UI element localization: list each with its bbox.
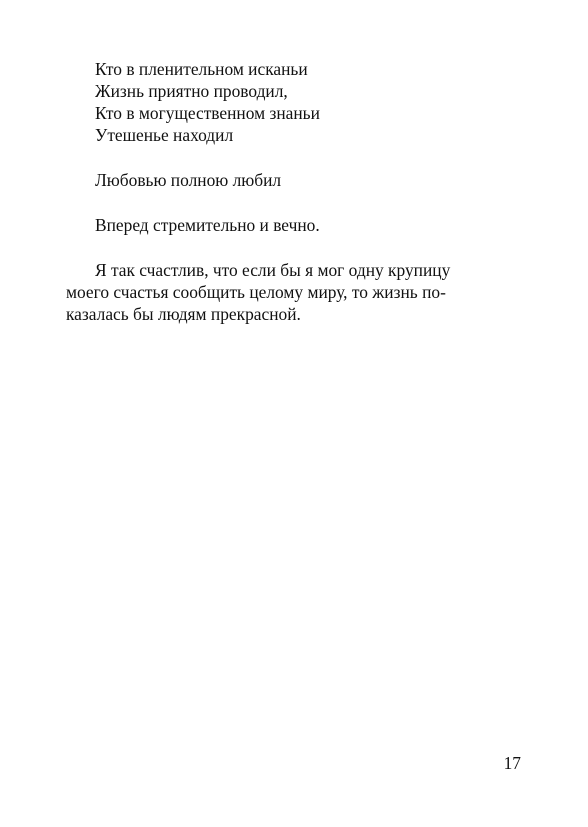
page-number: 17 xyxy=(503,753,521,773)
poem-line: Жизнь приятно проводил, xyxy=(95,81,288,101)
prose-line: Я так счастлив, что если бы я мог одну крупицу xyxy=(95,260,451,280)
poem-line: Утешенье находил xyxy=(95,125,234,145)
poem-line: Любовью полною любил xyxy=(95,170,282,190)
poem-stanza xyxy=(66,169,524,191)
prose-paragraph xyxy=(66,259,524,325)
poem-line: Вперед стремительно и вечно. xyxy=(95,215,320,235)
prose-line: моего счастья сообщить целому миру, то жизнь по- xyxy=(66,282,446,302)
poem-stanza xyxy=(66,58,524,146)
poem-stanza xyxy=(66,214,524,236)
poem-line: Кто в могущественном знаньи xyxy=(95,103,320,123)
prose-line: казалась бы людям прекрасной. xyxy=(66,304,301,324)
poem-line: Кто в пленительном исканьи xyxy=(95,59,308,79)
page-text xyxy=(66,58,524,325)
